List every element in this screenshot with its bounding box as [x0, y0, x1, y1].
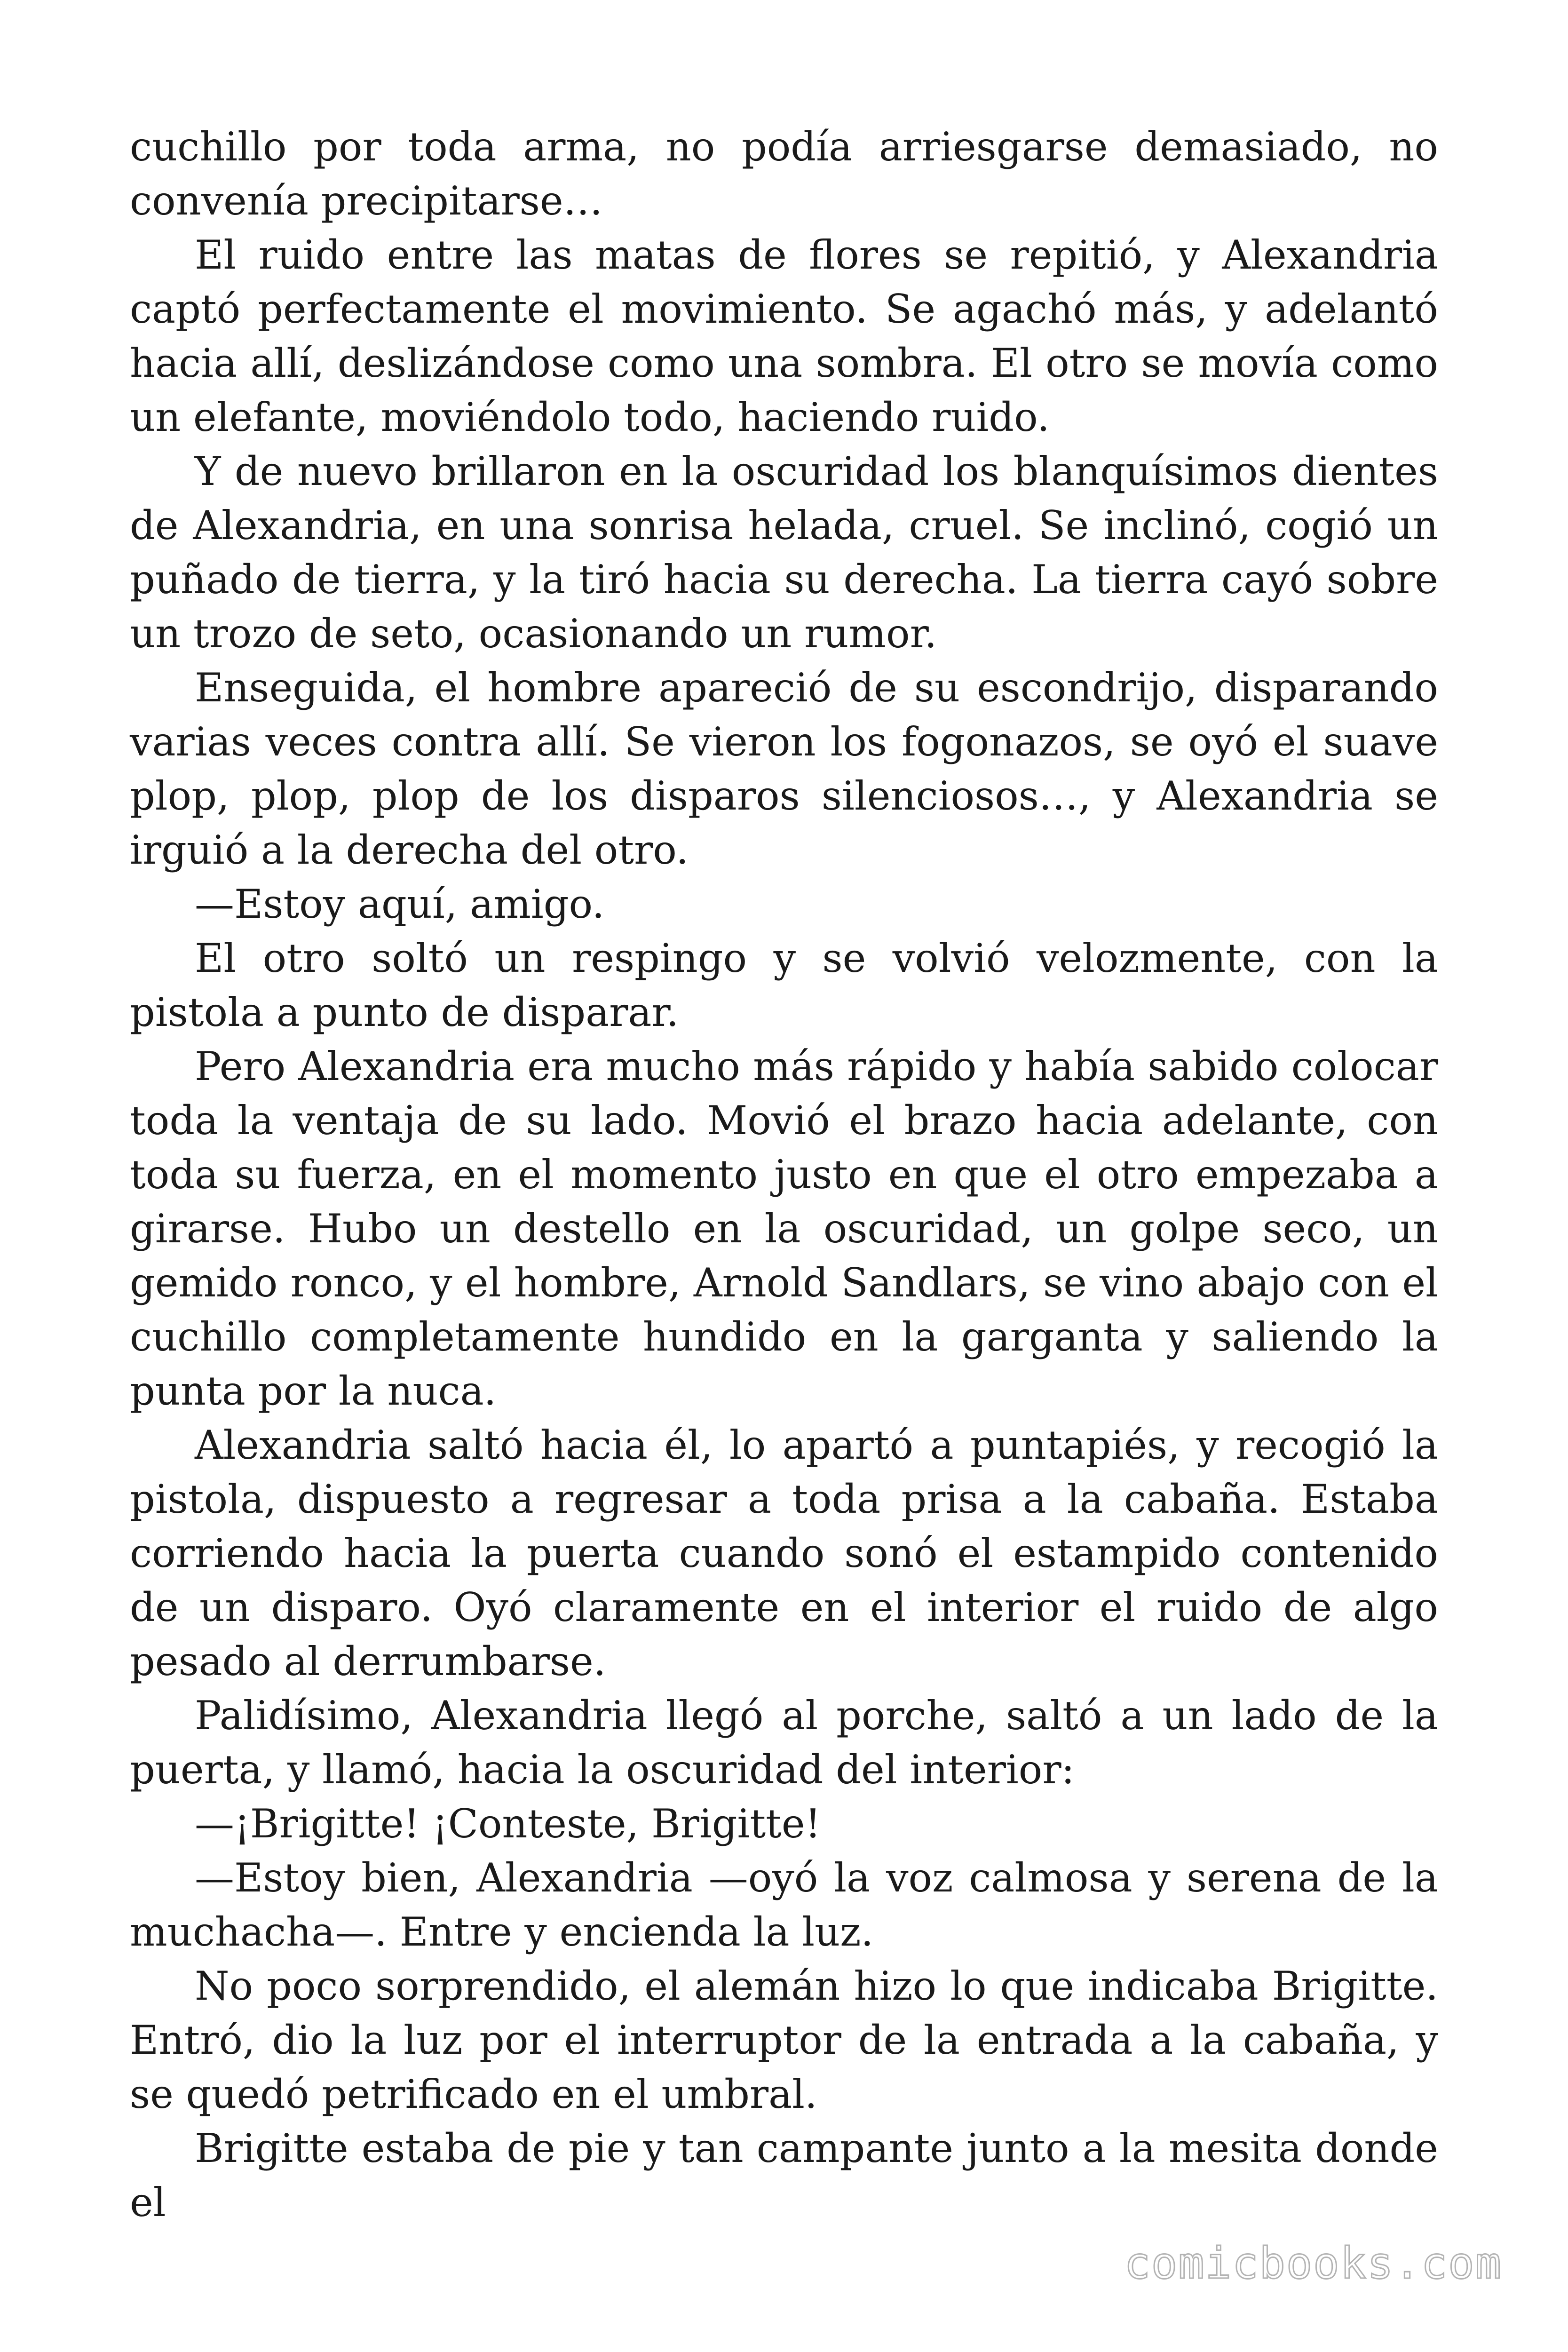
dialogue-line: —Estoy bien, Alexandria —oyó la voz calmosa y serena de la muchacha—. Entre y encienda la luz.: [130, 1855, 1438, 1955]
dialogue-line: —¡Brigitte! ¡Conteste, Brigitte!: [195, 1801, 821, 1847]
paragraph: Enseguida, el hombre apareció de su escondrijo, disparando varias veces contra allí. Se vieron los fogonazos, se oyó el suave plop, plop, plop de los disparos silenciosos…, y Alexandria se irguió a la derecha del otro.: [130, 665, 1438, 873]
paragraph: cuchillo por toda arma, no podía arriesgarse demasiado, no convenía precipitarse…: [130, 124, 1438, 224]
site-watermark: comicbooks.com: [1124, 2238, 1502, 2288]
paragraph: Alexandria saltó hacia él, lo apartó a puntapiés, y recogió la pistola, dispuesto a regresar a toda prisa a la cabaña. Estaba corriendo hacia la puerta cuando sonó el estampido contenido de un disparo. Oyó claramente en el interior el ruido de algo pesado al derrumbarse.: [130, 1422, 1438, 1685]
paragraph: Brigitte estaba de pie y tan campante junto a la mesita donde el: [130, 2125, 1438, 2225]
paragraph: No poco sorprendido, el alemán hizo lo que indicaba Brigitte. Entró, dio la luz por el interruptor de la entrada a la cabaña, y se quedó petrificado en el umbral.: [130, 1963, 1438, 2117]
paragraph: Palidísimo, Alexandria llegó al porche, saltó a un lado de la puerta, y llamó, hacia la oscuridad del interior:: [130, 1692, 1438, 1793]
book-page-text: [130, 120, 1438, 2230]
paragraph: Pero Alexandria era mucho más rápido y había sabido colocar toda la ventaja de su lado. Movió el brazo hacia adelante, con toda su fuerza, en el momento justo en que el otro empezaba a girarse. Hubo un destello en la oscuridad, un golpe seco, un gemido ronco, y el hombre, Arnold Sandlars, se vino abajo con el cuchillo completamente hundido en la garganta y saliendo la punta por la nuca.: [130, 1043, 1438, 1414]
dialogue-line: —Estoy aquí, amigo.: [195, 881, 605, 927]
paragraph: Y de nuevo brillaron en la oscuridad los blanquísimos dientes de Alexandria, en una sonrisa helada, cruel. Se inclinó, cogió un puñado de tierra, y la tiró hacia su derecha. La tierra cayó sobre un trozo de seto, ocasionando un rumor.: [130, 448, 1438, 657]
paragraph: El ruido entre las matas de flores se repitió, y Alexandria captó perfectamente el movimiento. Se agachó más, y adelantó hacia allí, deslizándose como una sombra. El otro se movía como un elefante, moviéndolo todo, haciendo ruido.: [130, 232, 1438, 440]
paragraph: El otro soltó un respingo y se volvió velozmente, con la pistola a punto de disparar.: [130, 935, 1438, 1035]
